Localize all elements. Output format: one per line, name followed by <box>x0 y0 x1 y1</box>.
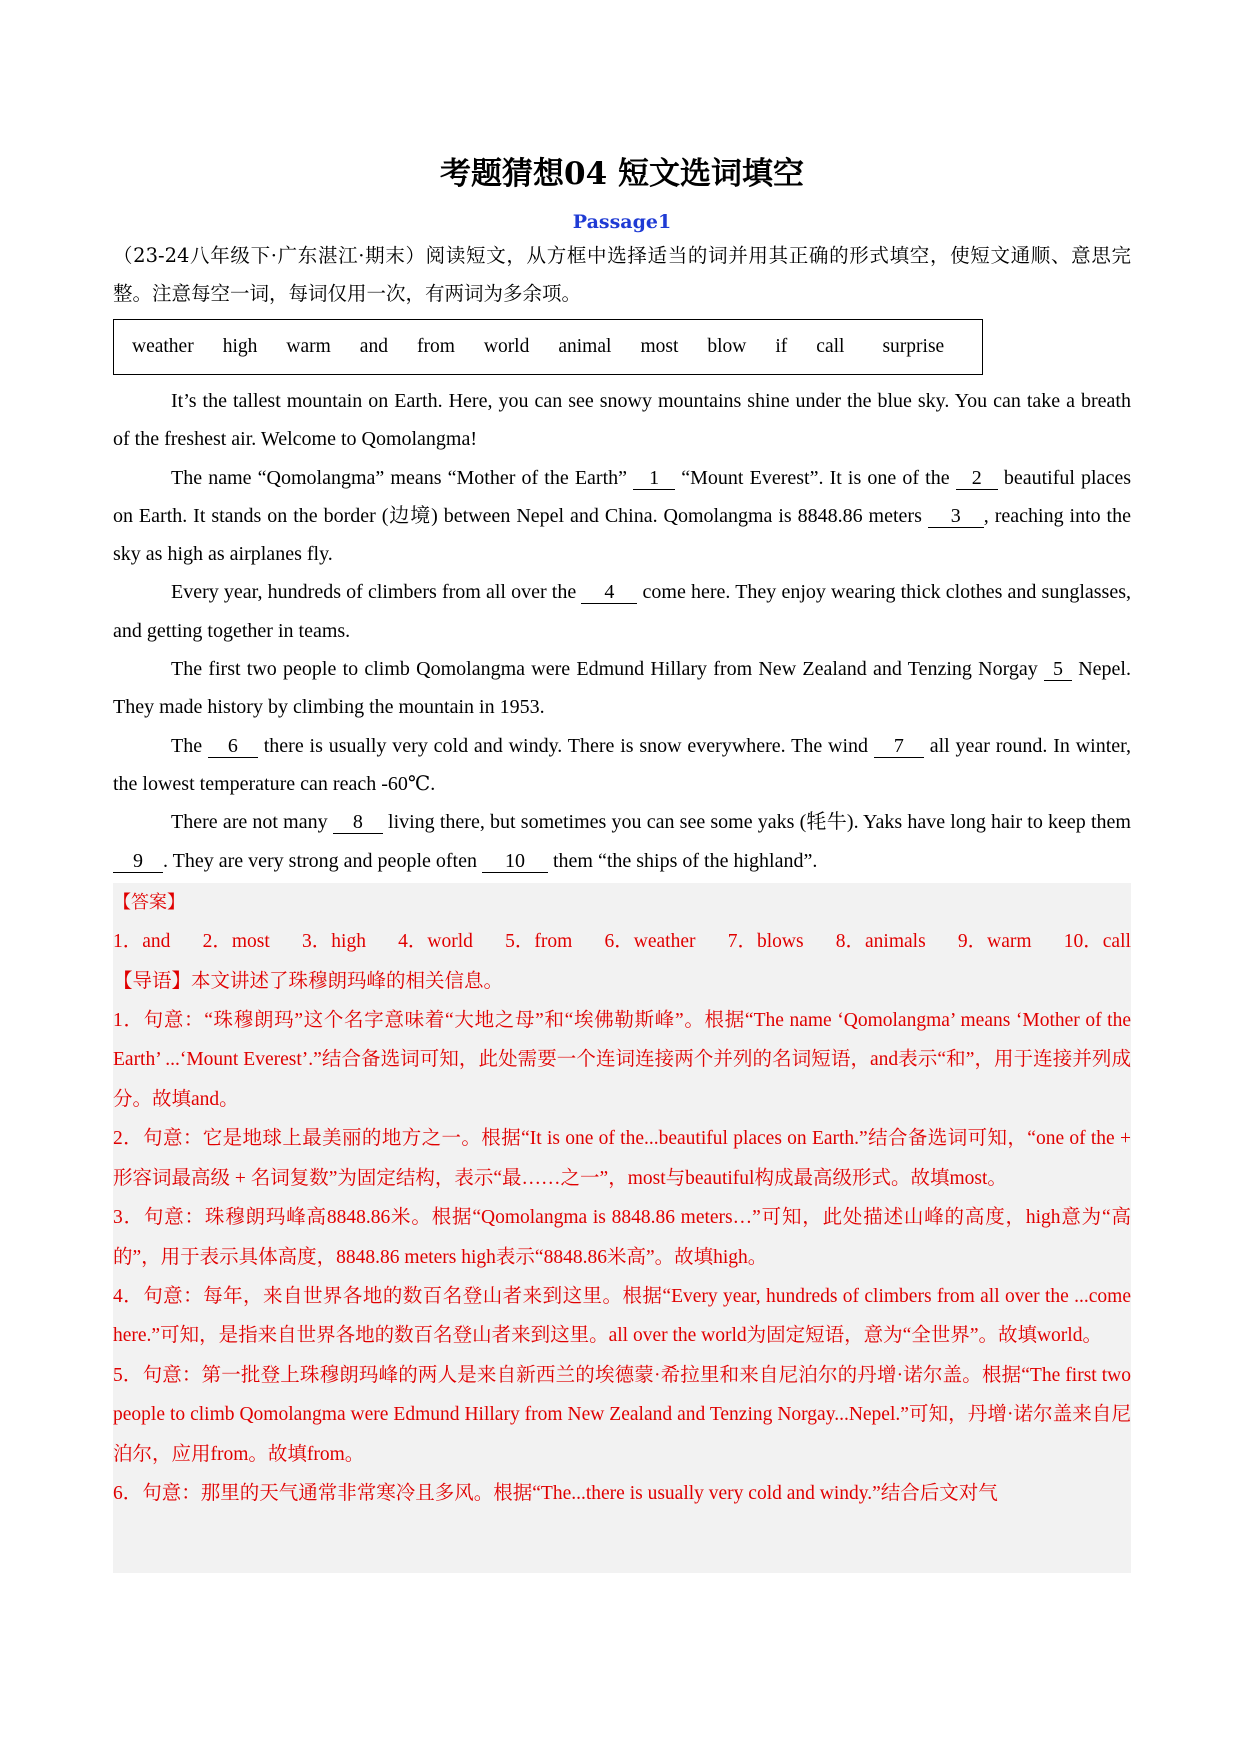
answer-item: 10．call <box>1063 931 1131 953</box>
word-bank-item: animal <box>558 336 612 357</box>
explanation-4: 4．句意：每年，来自世界各地的数百名登山者来到这里。根据“Every year, hundreds of climbers from all over the ...come here.”可知，是指来自世界各地的数百名登山者来到这里。all over the world为固定短语，意为“全世界”。故填world。 <box>113 1285 1131 1347</box>
page-title: 考题猜想04 短文选词填空 <box>440 156 804 192</box>
word-bank-item: call <box>816 336 845 357</box>
answer-item: 8．animals <box>835 931 926 953</box>
answer-list <box>113 922 1131 961</box>
answer-item: 7．blows <box>727 931 804 953</box>
answer-item: 2．most <box>202 931 270 953</box>
passage-paragraph: The name “Qomolangma” means “Mother of the Earth” 1 “Mount Everest”. It is one of the 2 beautiful places on Earth. It stands on the border (边境) between Nepel and China. Qomolangma is 8848.86 meters 3 , reaching into the sky as high as airplanes fly. <box>113 466 1132 566</box>
passage-paragraph: Every year, hundreds of climbers from all over the 4 come here. They enjoy wearing thick clothes and sunglasses, and getting together in teams. <box>113 581 1131 642</box>
word-bank-item: world <box>483 336 530 357</box>
blank-10[interactable]: 10 <box>482 850 548 873</box>
word-bank-item: from <box>416 336 455 357</box>
instruction-text: （23-24八年级下·广东湛江·期末）阅读短文，从方框中选择适当的词并用其正确的形式填空，使短文通顺、意思完整。注意每空一词，每词仅用一次，有两词为多余项。 <box>113 244 1131 305</box>
explanation-2: 2．句意：它是地球上最美丽的地方之一。根据“It is one of the...beautiful places on Earth.”结合备选词可知，“one of the + 形容词最高级 + 名词复数”为固定结构，表示“最……之一”，most与beautiful构成最高级形式。故填most。 <box>113 1128 1131 1189</box>
blank-1[interactable]: 1 <box>633 467 675 490</box>
word-bank-item: weather <box>132 336 194 357</box>
blank-9[interactable]: 9 <box>113 850 163 873</box>
word-bank-item: most <box>640 336 679 357</box>
passage-body <box>113 382 1131 880</box>
answer-item: 6．weather <box>604 931 696 953</box>
answer-item: 9．warm <box>957 931 1032 953</box>
blank-8[interactable]: 8 <box>333 811 383 834</box>
blank-7[interactable]: 7 <box>874 735 924 758</box>
document-page <box>113 150 1131 1573</box>
word-bank-item: and <box>359 336 388 357</box>
passage-paragraph: The first two people to climb Qomolangma were Edmund Hillary from New Zealand and Tenzing Norgay 5 Nepel. They made history by climbing the mountain in 1953. <box>113 658 1131 719</box>
passage-paragraph: It’s the tallest mountain on Earth. Here, you can see snowy mountains shine under the blue sky. You can take a breath of the freshest air. Welcome to Qomolangma! <box>113 390 1131 451</box>
word-bank-item: blow <box>707 336 747 357</box>
answer-section <box>113 883 1131 1573</box>
answer-item: 3．high <box>302 931 366 953</box>
word-bank-item: high <box>222 336 258 357</box>
passage-paragraph: There are not many 8 living there, but sometimes you can see some yaks (牦牛). Yaks have long hair to keep them 9 . They are very strong and people often 10 them “the ships of the highland”. <box>113 803 1131 880</box>
passage-paragraph: The 6 there is usually very cold and windy. There is snow everywhere. The wind 7 all year round. In winter, the lowest temperature can reach -60℃. <box>113 734 1131 795</box>
word-bank-item: warm <box>286 336 331 357</box>
word-bank-item: surprise <box>882 336 945 357</box>
explanation-6: 6．句意：那里的天气通常非常寒冷且多风。根据“The...there is usually very cold and windy.”结合后文对气 <box>113 1482 998 1504</box>
explanation-3: 3．句意：珠穆朗玛峰高8848.86米。根据“Qomolangma is 8848.86 meters…”可知，此处描述山峰的高度，high意为“高的”，用于表示具体高度，8848.86 meters high表示“8848.86米高”。故填high。 <box>113 1207 1131 1268</box>
answer-heading: 【答案】 <box>113 891 185 913</box>
answer-guide: 【导语】本文讲述了珠穆朗玛峰的相关信息。 <box>113 970 504 992</box>
word-bank-item: if <box>775 336 788 357</box>
explanation-1: 1．句意：“珠穆朗玛”这个名字意味着“大地之母”和“埃佛勒斯峰”。根据“The name ‘Qomolangma’ means ‘Mother of the Earth’ ...‘Mount Everest’.”结合备选词可知，此处需要一个连词连接两个并列的名词短语，and表示“和”，用于连接并列成分。故填and。 <box>113 1010 1131 1110</box>
answer-item: 1．and <box>113 931 171 953</box>
blank-3[interactable]: 3 <box>928 505 984 528</box>
blank-2[interactable]: 2 <box>956 467 998 490</box>
blank-4[interactable]: 4 <box>581 581 637 604</box>
word-bank-box <box>113 319 983 375</box>
blank-6[interactable]: 6 <box>208 735 258 758</box>
blank-5[interactable]: 5 <box>1044 658 1072 681</box>
answer-item: 5．from <box>505 931 573 953</box>
explanation-5: 5．句意：第一批登上珠穆朗玛峰的两人是来自新西兰的埃德蒙·希拉里和来自尼泊尔的丹增·诺尔盖。根据“The first two people to climb Qomolangma were Edmund Hillary from New Zealand and Tenzing Norgay...Nepel.”可知，丹增·诺尔盖来自尼泊尔，应用from。故填from。 <box>113 1364 1131 1465</box>
passage-title: Passage1 <box>572 211 672 233</box>
answer-item: 4．world <box>398 931 473 953</box>
